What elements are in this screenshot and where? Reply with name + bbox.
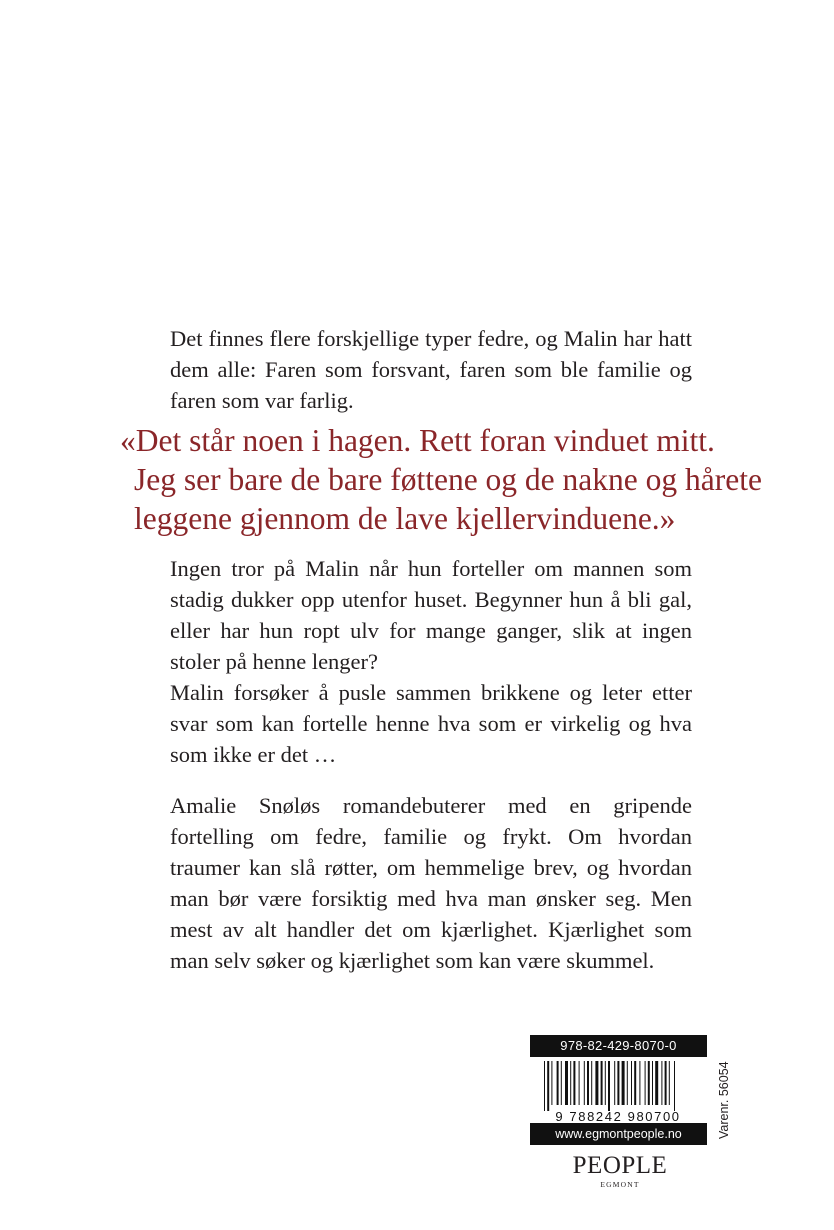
barcode-bar: [622, 1061, 625, 1105]
barcode-bar: [617, 1061, 619, 1105]
barcode-bar: [587, 1061, 589, 1105]
barcode-bar: [648, 1061, 650, 1105]
quote-line-3: leggene gjennom de lave kjellervinduene.»: [134, 501, 676, 536]
logo-wordmark: PEOPLE: [572, 1152, 668, 1179]
barcode-bar: [627, 1061, 628, 1105]
logo-subtext: EGMONT: [600, 1180, 640, 1189]
barcode-bar: [661, 1061, 662, 1105]
intro-paragraph: Det finnes flere forskjellige typer fedre, og Malin har hatt dem alle: Faren som forsvant, faren som ble familie og faren som var farlig.: [170, 326, 692, 413]
barcode-digits: 9 788242 980700: [555, 1109, 681, 1123]
barcode-bar: [608, 1061, 610, 1111]
barcode-bar: [551, 1061, 552, 1105]
barcode-bar: [557, 1061, 559, 1105]
barcode-bar: [591, 1061, 592, 1105]
barcode-bar: [645, 1061, 646, 1105]
quote-line-1: «Det står noen i hagen. Rett foran vinduet mitt.: [120, 423, 715, 458]
barcode-bar: [669, 1061, 670, 1105]
barcode-bar: [547, 1061, 549, 1111]
barcode-bar: [573, 1061, 575, 1105]
barcode-bar: [584, 1061, 585, 1105]
barcode-bar: [655, 1061, 658, 1105]
barcode-block: [530, 1035, 740, 1145]
barcode-bar: [631, 1061, 632, 1105]
quote-line-2: Jeg ser bare de bare føttene og de nakne og hårete: [134, 462, 762, 497]
barcode-bar: [634, 1061, 636, 1105]
pull-quote: [120, 421, 762, 538]
barcode-bar: [652, 1061, 653, 1105]
barcode-bar: [665, 1061, 667, 1105]
isbn-label: 978-82-429-8070-0: [530, 1035, 707, 1057]
barcode-bar: [595, 1061, 598, 1105]
barcode-bar: [674, 1061, 675, 1111]
barcode-bar: [601, 1061, 603, 1105]
body-paragraph-1: Ingen tror på Malin når hun forteller om mannen som stadig dukker opp utenfor huset. Begynner hun å bli gal, eller har hun ropt ulv for mange ganger, slik at ingen stoler på henne lenger?: [170, 556, 692, 674]
body-paragraph-2: Malin forsøker å pusle sammen brikkene og leter etter svar som kan fortelle henne hva som er virkelig og hva som ikke er det …: [170, 680, 692, 767]
barcode-image: [530, 1059, 707, 1123]
publisher-url: www.egmontpeople.no: [530, 1123, 707, 1145]
barcode-bar: [605, 1061, 606, 1105]
publisher-logo: [555, 1152, 685, 1190]
barcode-bar: [579, 1061, 580, 1105]
barcode-bar: [614, 1061, 615, 1105]
barcode-bar: [544, 1061, 545, 1111]
barcode-bar: [565, 1061, 568, 1105]
body-paragraph-3: Amalie Snøløs romandebuterer med en gripende fortelling om fedre, familie og frykt. Om hvordan traumer kan slå røtter, om hemmelige brev, og hvordan man bør være forsiktig med hva man ønsker seg. Men mest av alt handler det om kjærlighet. Kjærlighet som man selv søker og kjærlighet som kan være skummel.: [170, 793, 692, 973]
barcode-bar: [561, 1061, 562, 1105]
barcode-bar: [570, 1061, 571, 1105]
barcode-bar: [639, 1061, 640, 1105]
item-number: Varenr. 56054: [717, 1061, 731, 1139]
